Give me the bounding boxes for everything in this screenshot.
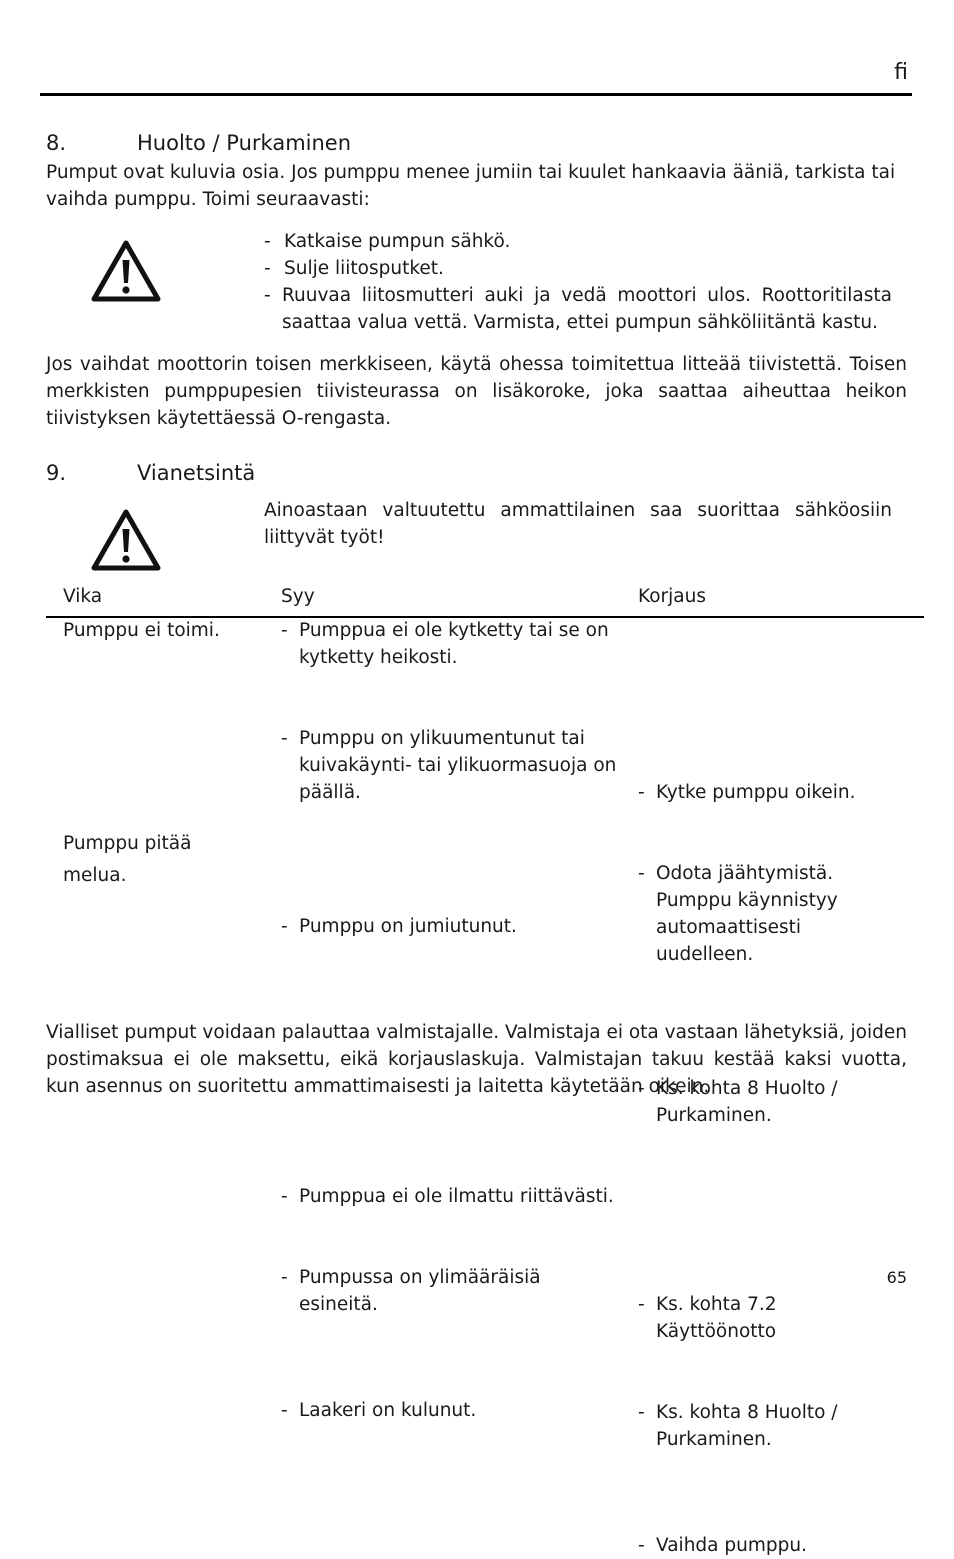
section-8-title: Huolto / Purkaminen [137,131,352,155]
table-cell-fix: - Ks. kohta 7.2 Käyttöönotto [638,1291,856,1345]
section-8-number: 8. [46,131,67,155]
table-cell-cause: - Laakeri on kulunut. [281,1397,619,1424]
section-9-heading [46,461,255,485]
section-9-warning: Ainoastaan valtuutettu ammattilainen saa suorittaa sähköosiin liittyvät työt! [264,500,892,548]
table-cell-cause: - Pumppua ei ole kytketty tai se on kytketty heikosti. [281,617,619,671]
table-cell-cause: - Pumppua ei ole ilmattu riittävästi. [281,1183,619,1210]
section-8-heading [46,131,351,155]
step-item: - Katkaise pumpun sähkö. [264,228,892,255]
table-header-cause: Syy [281,586,315,607]
table-cell-fix: - Kytke pumppu oikein. [638,779,886,806]
section-8-note: Jos vaihdat moottorin toisen merkkiseen, käytä ohessa toimitettua litteää tiivistettä. Toisen merkkisten pumppupesien tiivisteurassa on lisäkoroke, joka saattaa aiheuttaa heikon tiivistyksen käytettäessä O-rengasta. [46,354,907,429]
warranty-paragraph: Vialliset pumput voidaan palauttaa valmistajalle. Valmistaja ei ota vastaan lähetyksiä, joiden postimaksua ei ole maksettu, eikä korjauslaskuja. Valmistajan takuu kestää kaksi vuotta, kun asennus on suoritettu ammattimaisesti ja laitetta käytetään oikein. [46,1022,907,1097]
section-9-number: 9. [46,461,67,485]
table-row-2-fault: Pumppu pitää melua. [63,833,192,886]
language-code: fi [894,60,908,85]
warning-icon [90,238,162,304]
section-9-title: Vianetsintä [137,461,256,485]
table-cell-fix: - Odota jäähtymistä. Pumppu käynnistyy automaattisesti uudelleen. [638,860,856,968]
table-row-1-fault: Pumppu ei toimi. [63,620,220,641]
table-header-fault: Vika [63,586,103,607]
header-rule [40,93,912,96]
table-header-fix: Korjaus [638,586,706,607]
page-number: 65 [886,1268,907,1287]
section-8-intro: Pumput ovat kuluvia osia. Jos pumppu menee jumiin tai kuulet hankaavia ääniä, tarkista tai vaihda pumppu. Toimi seuraavasti: [46,162,896,210]
step-item: - Ruuvaa liitosmutteri auki ja vedä moottori ulos. Roottoritilasta saattaa valua vettä. Varmista, ettei pumpun sähköliitäntä kastu. [264,282,892,336]
table-cell-fix: - Ks. kohta 8 Huolto / Purkaminen. [638,1399,886,1453]
table-cell-fix: - Vaihda pumppu. [638,1532,886,1559]
maintenance-steps [264,228,892,336]
step-item: - Sulje liitosputket. [264,255,892,282]
table-cell-cause: - Pumpussa on ylimääräisiä esineitä. [281,1264,619,1318]
table-cell-cause: - Pumppu on jumiutunut. [281,913,619,940]
warning-icon [90,507,162,573]
table-cell-fix: - Ks. kohta 8 Huolto / Purkaminen. [638,1075,886,1129]
table-cell-cause: - Pumppu on ylikuumentunut tai kuivakäynti- tai ylikuormasuoja on päällä. [281,725,619,806]
